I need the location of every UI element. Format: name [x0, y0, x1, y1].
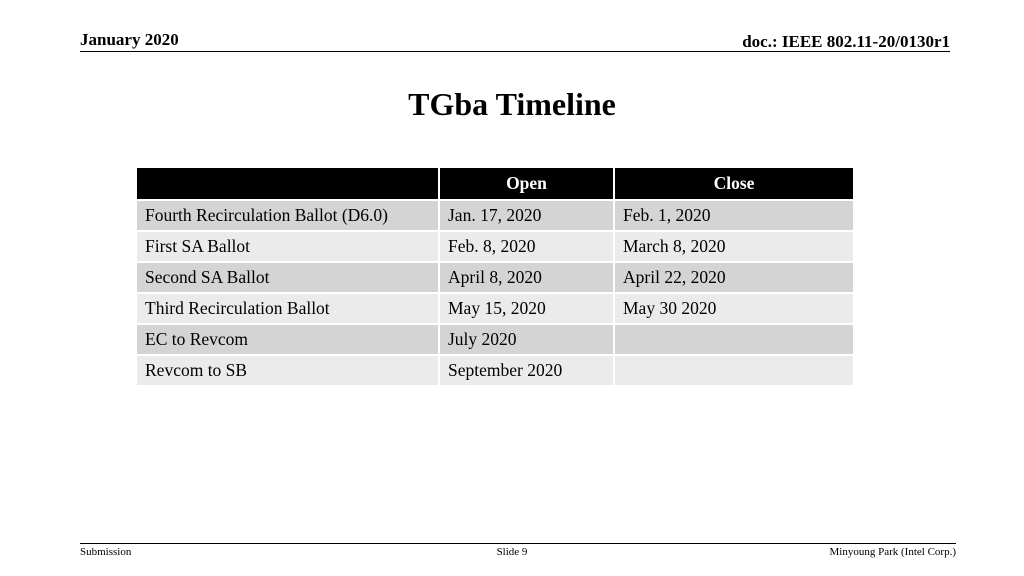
footer-author: Minyoung Park (Intel Corp.) — [829, 546, 956, 558]
table-row — [137, 200, 853, 231]
timeline-table — [137, 168, 853, 387]
milestone-cell: EC to Revcom — [137, 324, 439, 355]
close-date-cell — [614, 355, 853, 386]
column-header-milestone — [137, 168, 439, 200]
column-header-open: Open — [439, 168, 614, 200]
open-date-cell: May 15, 2020 — [439, 293, 614, 324]
footer-slide-number: Slide 9 — [496, 546, 528, 558]
milestone-cell: Third Recirculation Ballot — [137, 293, 439, 324]
header-divider — [80, 51, 950, 52]
open-date-cell: July 2020 — [439, 324, 614, 355]
close-date-cell: March 8, 2020 — [614, 231, 853, 262]
open-date-cell: Jan. 17, 2020 — [439, 200, 614, 231]
slide-title: TGba Timeline — [408, 86, 616, 122]
close-date-cell: April 22, 2020 — [614, 262, 853, 293]
footer-submission: Submission — [80, 546, 132, 558]
table-row — [137, 293, 853, 324]
milestone-cell: Fourth Recirculation Ballot (D6.0) — [137, 200, 439, 231]
header-date: January 2020 — [80, 30, 179, 49]
table-row — [137, 262, 853, 293]
table-row — [137, 324, 853, 355]
header-doc-id: doc.: IEEE 802.11-20/0130r1 — [742, 32, 950, 51]
milestone-cell: Revcom to SB — [137, 355, 439, 386]
table-row — [137, 355, 853, 386]
milestone-cell: Second SA Ballot — [137, 262, 439, 293]
close-date-cell: May 30 2020 — [614, 293, 853, 324]
open-date-cell: September 2020 — [439, 355, 614, 386]
table-row — [137, 231, 853, 262]
table-header-row — [137, 168, 853, 200]
open-date-cell: Feb. 8, 2020 — [439, 231, 614, 262]
close-date-cell: Feb. 1, 2020 — [614, 200, 853, 231]
open-date-cell: April 8, 2020 — [439, 262, 614, 293]
column-header-close: Close — [614, 168, 853, 200]
milestone-cell: First SA Ballot — [137, 231, 439, 262]
close-date-cell — [614, 324, 853, 355]
footer-divider — [80, 543, 956, 544]
